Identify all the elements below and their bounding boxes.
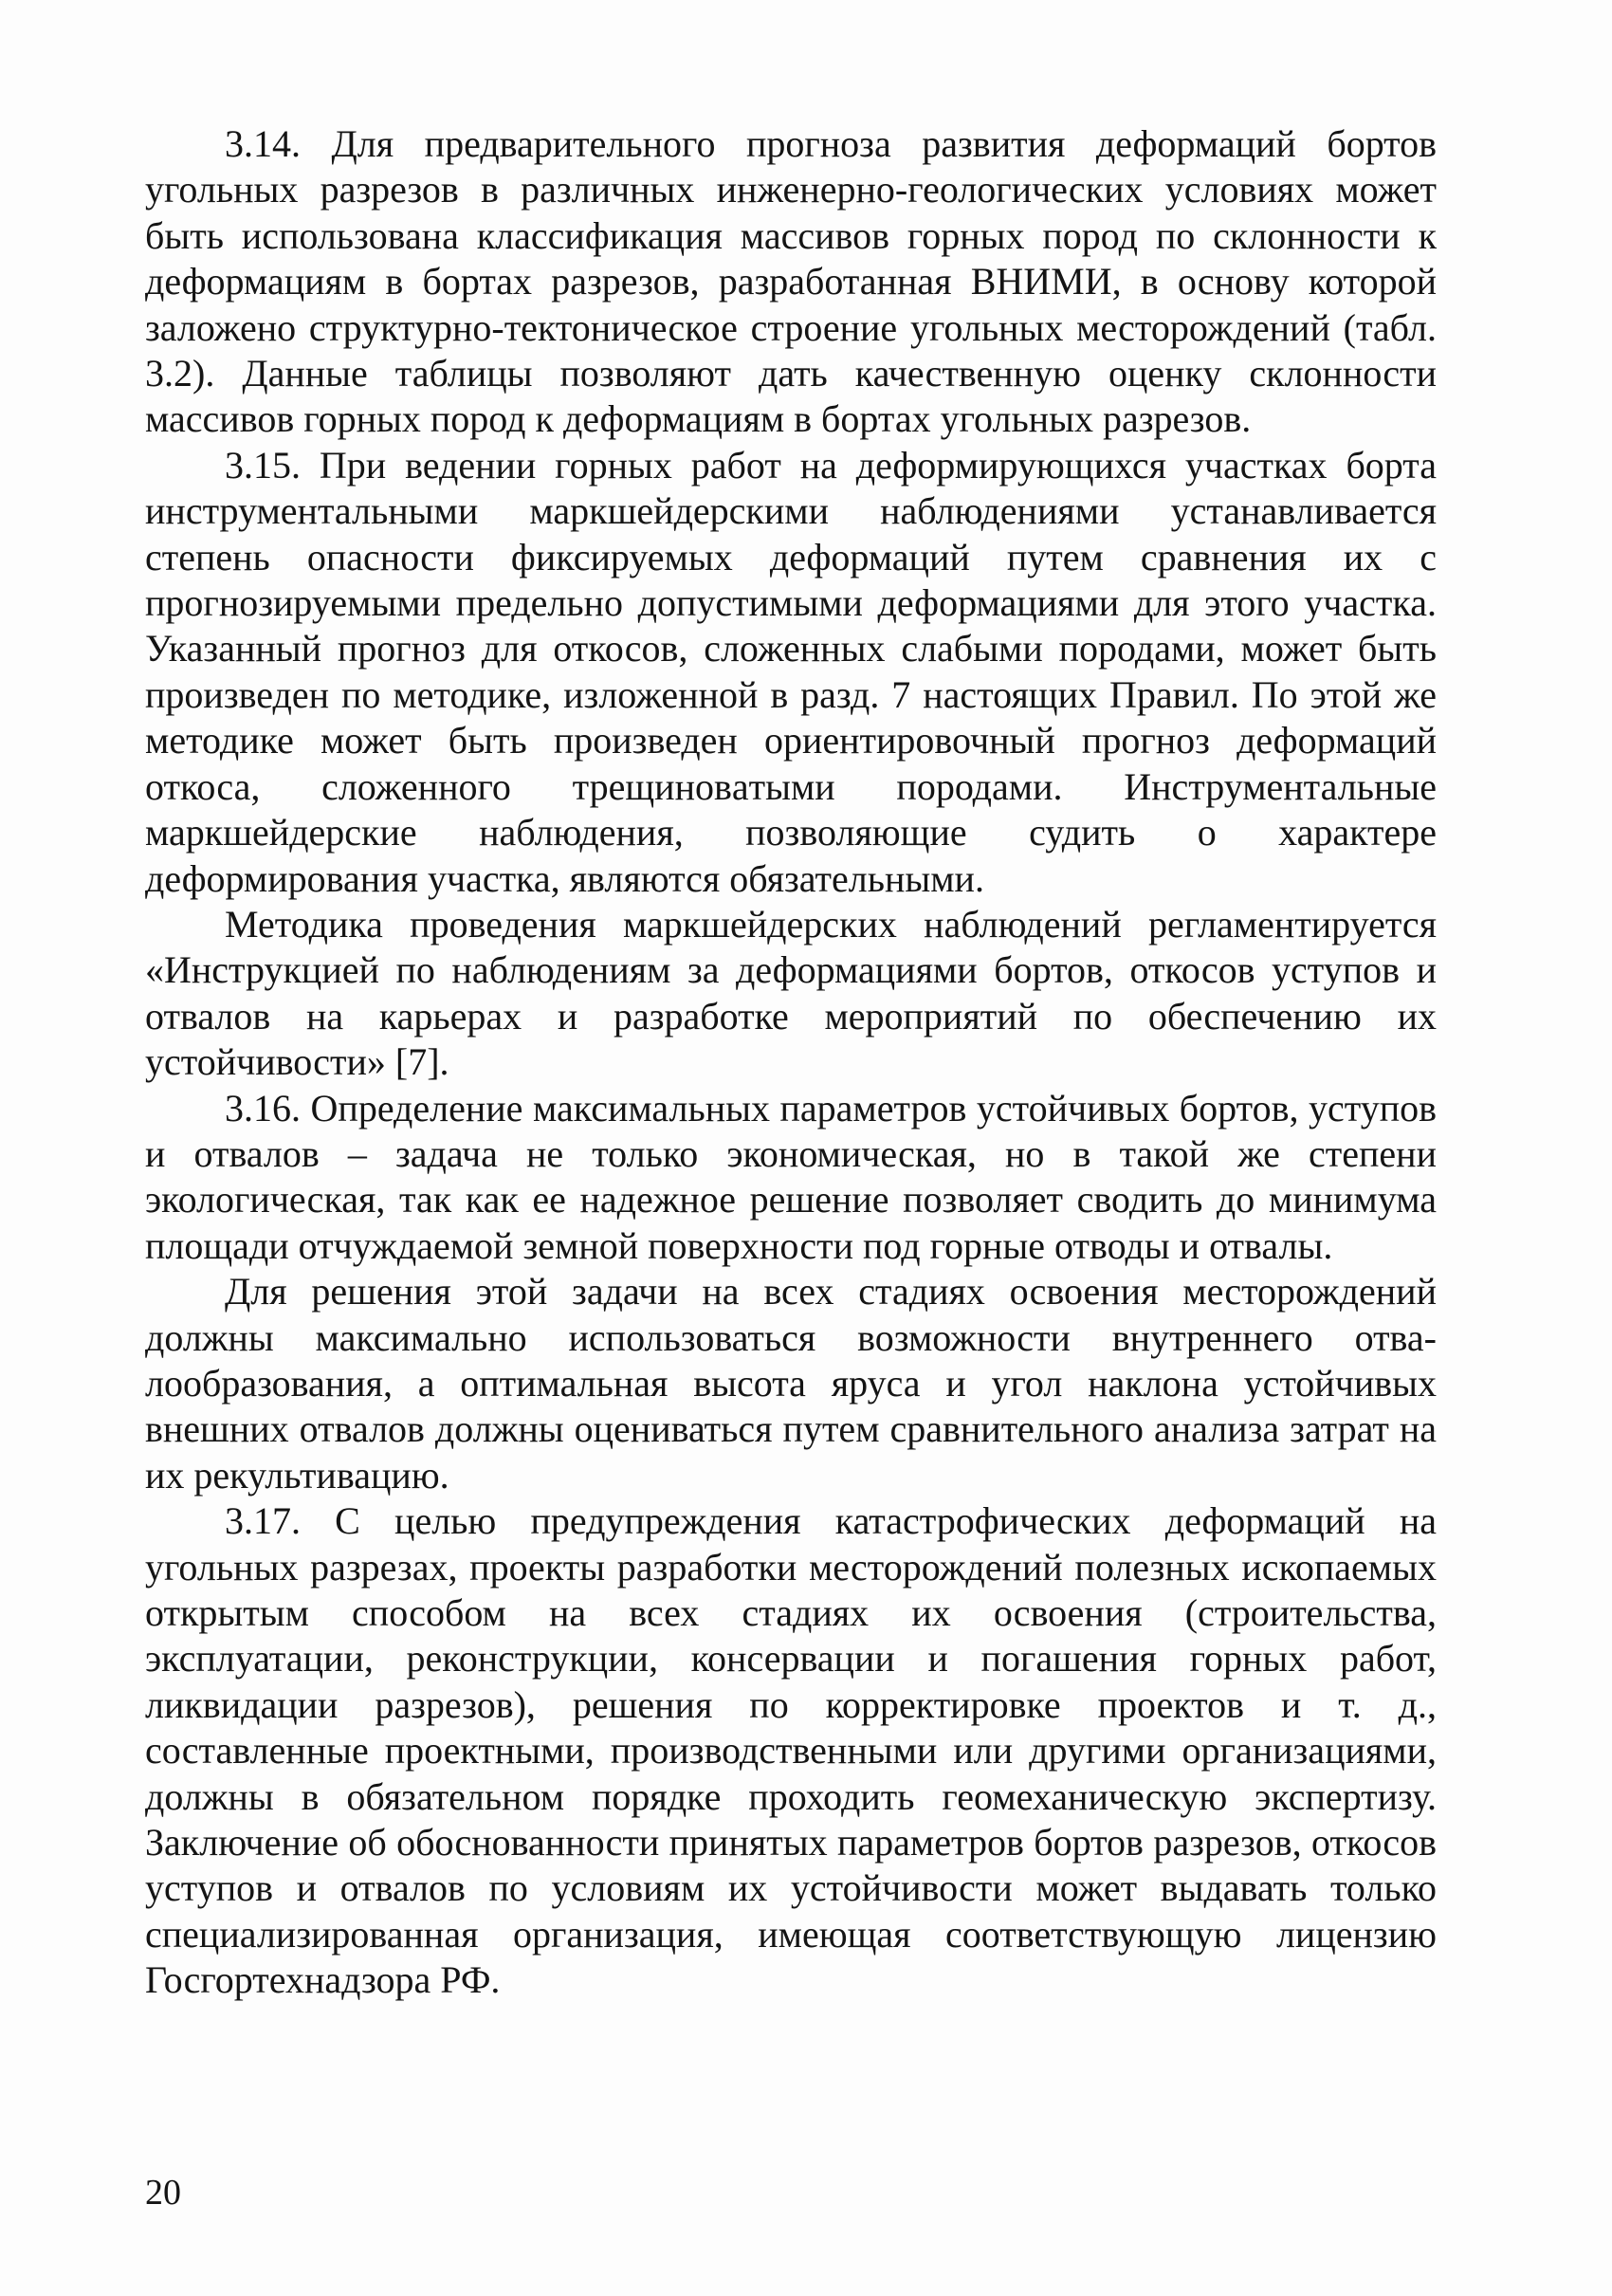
page-number: 20 <box>145 2173 181 2213</box>
paragraph-solution: Для решения этой задачи на всех стадиях освоения месторождений должны максимально использоваться возможности внутреннего отвалообразования, а оптимальная высота яруса и угол наклона устойчивых внешних отвалов должны оцениваться путем сравнительного анализа затрат на их рекультивацию. <box>145 1270 1437 1497</box>
paragraph-3-14: 3.14. Для предварительного прогноза развития деформаций бортов угольных разрезов в различных инженерно-геологических условиях может быть использована классификация массивов горных пород по склонности к деформациям в бортах разрезов, разработанная ВНИМИ, в основу которой заложено структурно-тектоническое строение угольных месторождений (табл. 3.2). Данные таблицы позволяют дать качественную оценку склонности массивов горных пород к деформациям в бортах угольных разрезов. <box>145 122 1437 441</box>
body-text <box>145 121 1437 2004</box>
paragraph-methodology: Методика проведения маркшейдерских наблюдений регламентируется «Инструкцией по наблюдениям за деформациями бортов, откосов уступов и отвалов на карьерах и разработке мероприятий по обеспечению их устойчивости» [7]. <box>145 902 1437 1084</box>
paragraph-3-16: 3.16. Определение максимальных параметров устойчивых бортов, уступов и отвалов – задача не только экономическая, но в такой же степени экологическая, так как ее надежное решение позволяет сводить до минимума площади отчуждаемой земной поверхности под горные отводы и отвалы. <box>145 1086 1437 1267</box>
paragraph-3-15: 3.15. При ведении горных работ на деформирующихся участках борта инструментальными маркшейдерскими наблюдениями устанавливается степень опасности фиксируемых деформаций путем сравнения их с прогнозируемыми предельно допустимыми деформациями для этого участка. Указанный прогноз для откосов, сложенных слабыми породами, может быть произведен по методике, изложенной в разд. 7 настоящих Правил. По этой же методике может быть произведен ориентировочный прогноз деформаций откоса, сложенного трещиновaтыми породами. Инструментальные маркшейдерские наблюдения, позволяющие судить о характере деформирования участка, являются обязательными. <box>145 443 1437 900</box>
paragraph-3-17: 3.17. С целью предупреждения катастрофических деформаций на угольных разрезах, проекты разработки месторождений полезных ископаемых открытым способом на всех стадиях их освоения (строительства, эксплуатации, реконструкции, консервации и погашения горных работ, ликвидации разрезов), решения по корректировке проектов и т. д., составленные проектными, производственными или другими организациями, должны в обязательном порядке проходить геомеханическую экспертизу. Заключение об обоснованности принятых параметров бортов разрезов, откосов уступов и отвалов по условиям их устойчивости может выдавать только специализированная организация, имеющая соответствующую лицензию Госгортехнадзора РФ. <box>145 1499 1437 2002</box>
